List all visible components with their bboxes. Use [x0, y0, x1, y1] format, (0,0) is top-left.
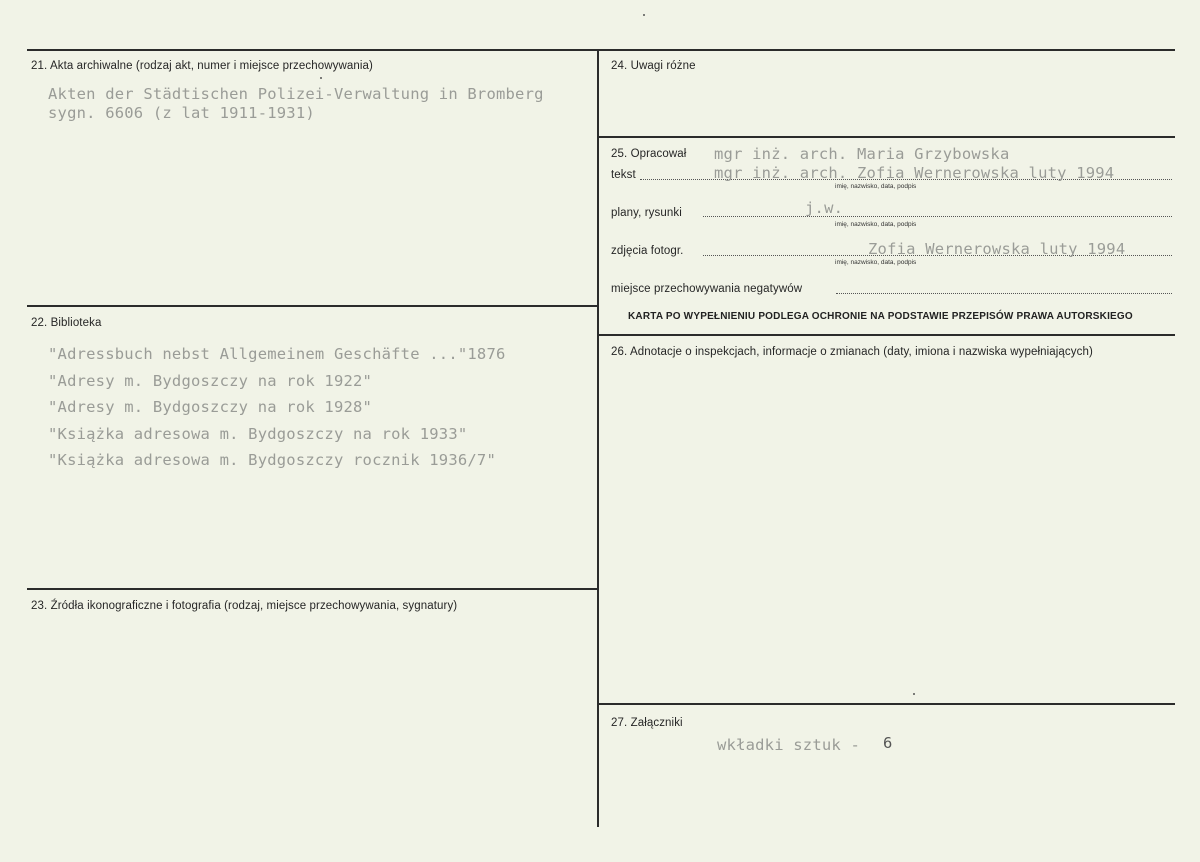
section-22-line-5: "Książka adresowa m. Bydgoszczy rocznik 1936/7": [48, 451, 496, 469]
section-21-line-1: Akten der Städtischen Polizei-Verwaltung in Bromberg: [48, 85, 544, 103]
section-24-label: 24. Uwagi różne: [611, 60, 696, 72]
tekst-label: tekst: [611, 169, 636, 181]
section-22-line-1: "Adressbuch nebst Allgemeinem Geschäfte ..."1876: [48, 345, 506, 363]
plany-label: plany, rysunki: [611, 207, 682, 219]
section-26-label: 26. Adnotacje o inspekcjach, informacje o zmianach (daty, imiona i nazwiska wypełniających): [611, 346, 1093, 358]
section-27-count: 6: [883, 734, 893, 752]
zdjecia-value: Zofia Wernerowska luty 1994: [868, 240, 1126, 258]
zdjecia-caption: imię, nazwisko, data, podpis: [835, 259, 917, 266]
zdjecia-label: zdjęcia fotogr.: [611, 245, 684, 257]
negatywy-label: miejsce przechowywania negatywów: [611, 283, 803, 295]
section-22-line-2: "Adresy m. Bydgoszczy na rok 1922": [48, 372, 373, 390]
section-22-line-4: "Książka adresowa m. Bydgoszczy na rok 1933": [48, 425, 468, 443]
section-22-label: 22. Biblioteka: [31, 317, 102, 329]
rule-left-22-23: [27, 588, 598, 590]
section-25-author-line-1: mgr inż. arch. Maria Grzybowska: [714, 145, 1010, 163]
copyright-notice: KARTA PO WYPEŁNIENIU PODLEGA OCHRONIE NA PODSTAWIE PRZEPISÓW PRAWA AUTORSKIEGO: [628, 311, 1133, 322]
section-21-label: 21. Akta archiwalne (rodzaj akt, numer i miejsce przechowywania): [31, 60, 373, 72]
section-21-line-2: sygn. 6606 (z lat 1911-1931): [48, 104, 315, 122]
plany-dotted-line: [703, 216, 1172, 217]
paper-speck: [913, 693, 915, 695]
tekst-value: mgr inż. arch. Zofia Wernerowska luty 1994: [714, 164, 1115, 182]
negatywy-dotted-line: [836, 293, 1172, 294]
rule-right-25-26: [598, 334, 1175, 336]
rule-right-26-27: [598, 703, 1175, 705]
rule-right-24-25: [598, 136, 1175, 138]
top-rule: [27, 49, 1175, 51]
center-divider: [597, 49, 599, 827]
section-22-line-3: "Adresy m. Bydgoszczy na rok 1928": [48, 398, 373, 416]
plany-caption: imię, nazwisko, data, podpis: [835, 221, 917, 228]
rule-left-21-22: [27, 305, 598, 307]
section-25-label: 25. Opracował: [611, 148, 687, 160]
paper-speck: [320, 77, 322, 79]
tekst-caption: imię, nazwisko, data, podpis: [835, 183, 917, 190]
section-27-label: 27. Załączniki: [611, 717, 683, 729]
section-23-label: 23. Źródła ikonograficzne i fotografia (rodzaj, miejsce przechowywania, sygnatury): [31, 600, 458, 612]
section-27-value: wkładki sztuk -: [717, 736, 860, 754]
plany-value: j.w.: [805, 199, 844, 217]
paper-speck: [643, 14, 645, 16]
